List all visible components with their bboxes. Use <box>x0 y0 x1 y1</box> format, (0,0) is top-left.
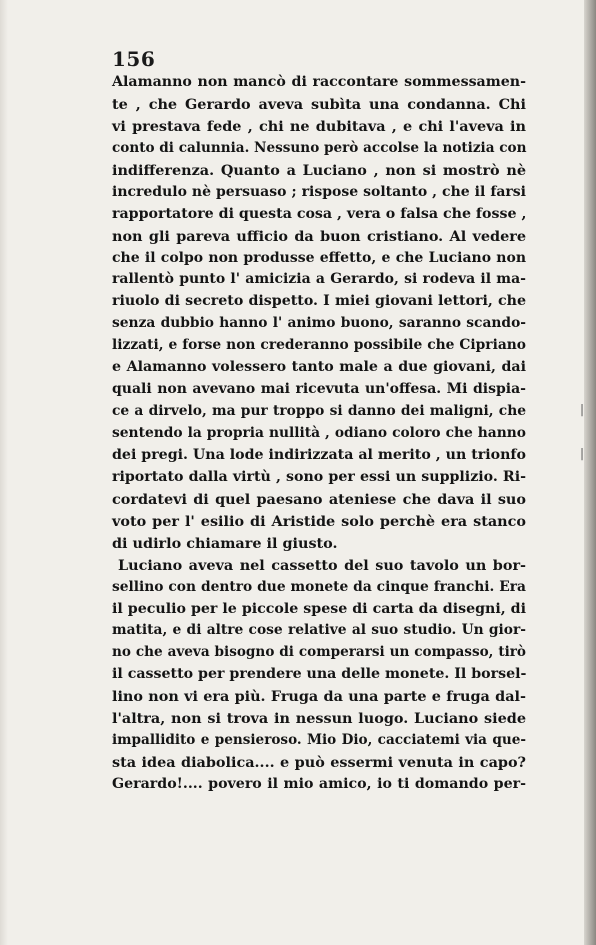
text-line: vi prestava fede , chi ne dubitava , e chi l'aveva in <box>112 117 526 135</box>
text-line: indifferenza. Quanto a Luciano , non si mostrò nè <box>112 161 526 179</box>
text-line: sellino con dentro due monete da cinque franchi. Era <box>112 578 526 595</box>
text-line: lino non vi era più. Fruga da una parte e fruga dal- <box>112 688 526 706</box>
text-line: riuolo di secreto dispetto. I miei giovani lettori, che <box>112 293 526 310</box>
text-line: ce a dirvelo, ma pur troppo si danno dei maligni, che <box>112 403 526 420</box>
text-line: che il colpo non produsse effetto, e che Luciano non <box>112 249 526 266</box>
text-line: incredulo nè persuaso ; rispose soltanto , che il farsi <box>112 183 526 200</box>
text-line: no che aveva bisogno di comperarsi un compasso, tirò <box>112 644 526 661</box>
text-line: senza dubbio hanno l' animo buono, saranno scando- <box>112 315 526 332</box>
body-text <box>112 72 526 796</box>
text-line: voto per l' esilio di Aristide solo perchè era stanco <box>112 512 526 530</box>
text-line: rallentò punto l' amicizia a Gerardo, si rodeva il ma- <box>112 271 526 288</box>
text-line: l'altra, non si trova in nessun luogo. Luciano siede <box>112 710 526 728</box>
text-line: rapportatore di questa cosa , vera o falsa che fosse , <box>112 205 527 222</box>
text-line: il cassetto per prendere una delle monete. Il borsel- <box>112 666 527 683</box>
page-left-edge-shadow <box>0 0 8 945</box>
text-line: il peculio per le piccole spese di carta da disegni, di <box>112 600 526 617</box>
text-line: impallidito e pensieroso. Mio Dio, cacciatemi via que- <box>112 732 526 749</box>
page-number: 156 <box>112 47 156 71</box>
text-line: non gli pareva ufficio da buon cristiano. Al vedere <box>112 227 526 245</box>
text-line: Alamanno non mancò di raccontare sommessamen- <box>112 74 526 90</box>
text-line: riportato dalla virtù , sono per essi un supplizio. Ri- <box>112 468 526 485</box>
text-line: cordatevi di quel paesano ateniese che dava il suo <box>112 490 526 508</box>
text-line: sentendo la propria nullità , odiano coloro che hanno <box>112 425 526 441</box>
page-right-edge-shadow <box>584 0 596 945</box>
text-line: conto di calunnia. Nessuno però accolse la notizia con <box>112 139 527 156</box>
text-line: sta idea diabolica.... e può essermi venuta in capo? <box>112 754 526 772</box>
text-line: Gerardo!.... povero il mio amico, io ti domando per- <box>112 776 526 792</box>
text-line: e Alamanno volessero tanto male a due giovani, dai <box>112 359 526 376</box>
text-line: dei pregi. Una lode indirizzata al merito , un trionfo <box>112 446 526 463</box>
text-line: lizzati, e forse non crederanno possibile che Cipriano <box>112 337 526 354</box>
text-line: matita, e di altre cose relative al suo studio. Un gior- <box>112 622 526 639</box>
text-line: te , che Gerardo aveva subìta una condanna. Chi <box>112 95 526 113</box>
text-line: di udirlo chiamare il giusto. <box>112 534 338 552</box>
text-line: quali non avevano mai ricevuta un'offesa. Mi dispia- <box>112 381 526 398</box>
margin-tick-mark: | <box>580 402 585 416</box>
margin-tick-mark: | <box>580 446 585 460</box>
text-line: Luciano aveva nel cassetto del suo tavolo un bor- <box>118 556 526 574</box>
